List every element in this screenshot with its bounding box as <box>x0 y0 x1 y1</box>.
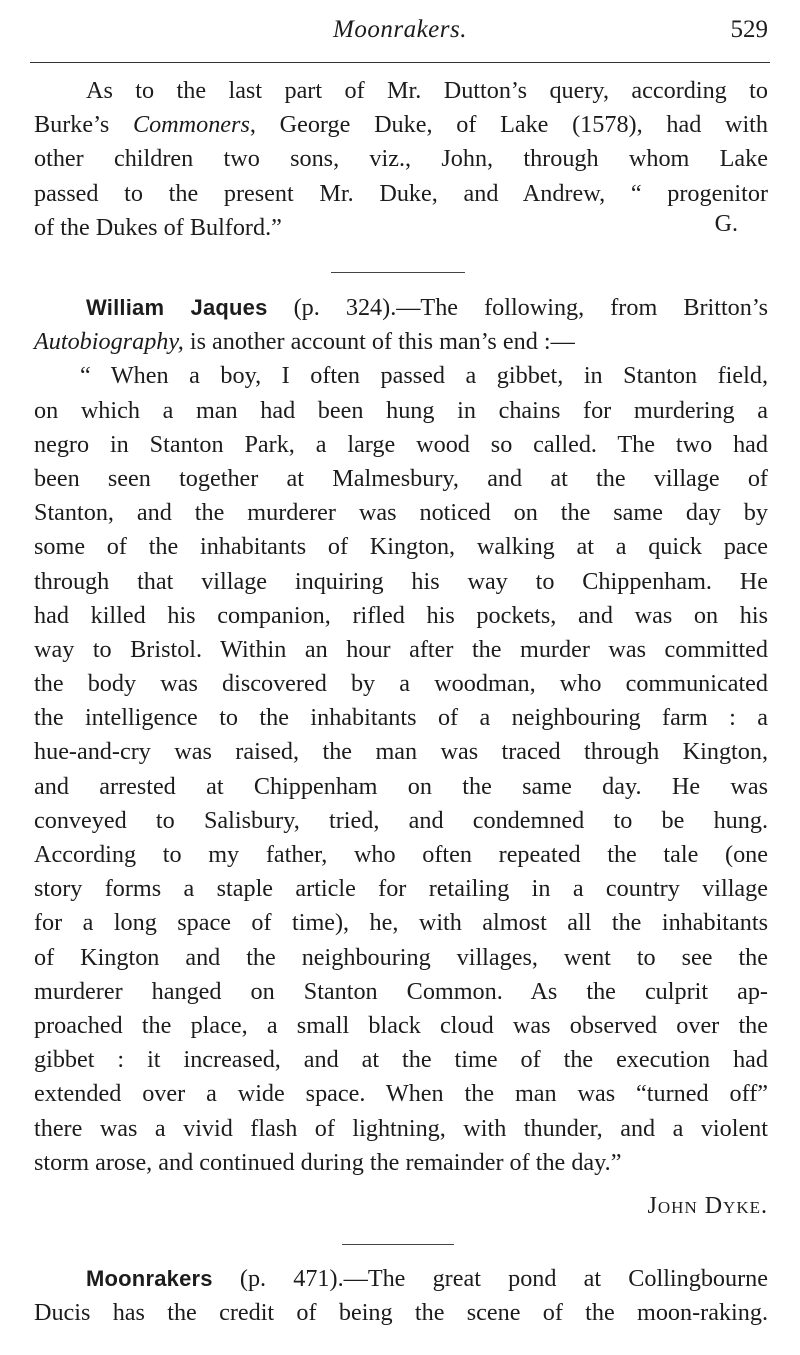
book-title: Autobiography, <box>34 328 184 356</box>
text-line: through that village inquiring his way to Chippenham. He <box>34 567 768 595</box>
text-line: Stanton, and the murderer was noticed on the same day by <box>34 499 768 527</box>
running-title: Moonrakers. <box>333 16 467 43</box>
text-line: extended over a wide space. When the man was “turned off” <box>34 1080 768 1108</box>
text-line: had killed his companion, rifled his pockets, and was on his <box>34 601 768 629</box>
entry-heading: Moonrakers <box>86 1266 213 1291</box>
text-line: Autobiography, is another account of this man’s end :— <box>34 328 575 356</box>
header-rule <box>30 62 770 63</box>
text-line: of Kington and the neighbouring villages, went to see the <box>34 943 768 971</box>
text-line: Burke’s Commoners, George Duke, of Lake (1578), had with <box>34 111 768 139</box>
page-number: 529 <box>730 16 768 43</box>
text-line: some of the inhabitants of Kington, walking at a quick pace <box>34 533 768 561</box>
text-line: story forms a staple article for retailing in a country village <box>34 875 768 903</box>
text-line: been seen together at Malmesbury, and at the village of <box>34 464 768 492</box>
text-line: passed to the present Mr. Duke, and Andrew, “ progenitor <box>34 179 768 207</box>
section-divider <box>342 1244 454 1245</box>
text-line: way to Bristol. Within an hour after the murder was committed <box>34 635 768 663</box>
paragraph-dutton-query <box>34 74 768 245</box>
text-line: Moonrakers (p. 471).—The great pond at Collingbourne <box>86 1265 768 1292</box>
text-line: on which a man had been hung in chains for murdering a <box>34 396 768 424</box>
text-line: murderer hanged on Stanton Common. As the culprit ap- <box>34 977 768 1005</box>
signature-g: G. <box>714 211 738 237</box>
entry-heading: William Jaques <box>86 295 268 320</box>
page-header <box>30 14 770 48</box>
text-line: storm arose, and continued during the remainder of the day.” <box>34 1148 622 1176</box>
text-line: the intelligence to the inhabitants of a neighbouring farm : a <box>34 704 768 732</box>
entry-moonrakers <box>34 1262 768 1330</box>
section-divider <box>331 272 465 273</box>
text-line: and arrested at Chippenham on the same day. He was <box>34 772 768 800</box>
text-line: there was a vivid flash of lightning, with thunder, and a violent <box>34 1114 768 1142</box>
text-line: of the Dukes of Bulford.” <box>34 213 282 241</box>
text-line: negro in Stanton Park, a large wood so called. The two had <box>34 430 768 458</box>
text-line: Ducis has the credit of being the scene of the moon-raking. <box>34 1299 768 1327</box>
text-line: proached the place, a small black cloud was observed over the <box>34 1011 768 1039</box>
text-line: conveyed to Salisbury, tried, and condemned to be hung. <box>34 806 768 834</box>
book-title: Commoners <box>132 111 250 139</box>
text-line: for a long space of time), he, with almost all the inhabitants <box>34 909 768 937</box>
text-line: According to my father, who often repeated the tale (one <box>34 841 768 868</box>
text-line: other children two sons, viz., John, through whom Lake <box>34 145 768 173</box>
text-line: William Jaques (p. 324).—The following, from Britton’s <box>86 294 768 321</box>
text-line: gibbet : it increased, and at the time of the execution had <box>34 1046 768 1074</box>
text-line: the body was discovered by a woodman, who communicated <box>34 670 768 698</box>
signature-john-dyke: John Dyke. <box>647 1193 768 1219</box>
text-line: “ When a boy, I often passed a gibbet, in Stanton field, <box>80 362 768 390</box>
text-line: As to the last part of Mr. Dutton’s query, according to <box>86 77 768 104</box>
entry-william-jaques <box>34 291 768 1180</box>
text-line: hue-and-cry was raised, the man was traced through Kington, <box>34 738 768 766</box>
